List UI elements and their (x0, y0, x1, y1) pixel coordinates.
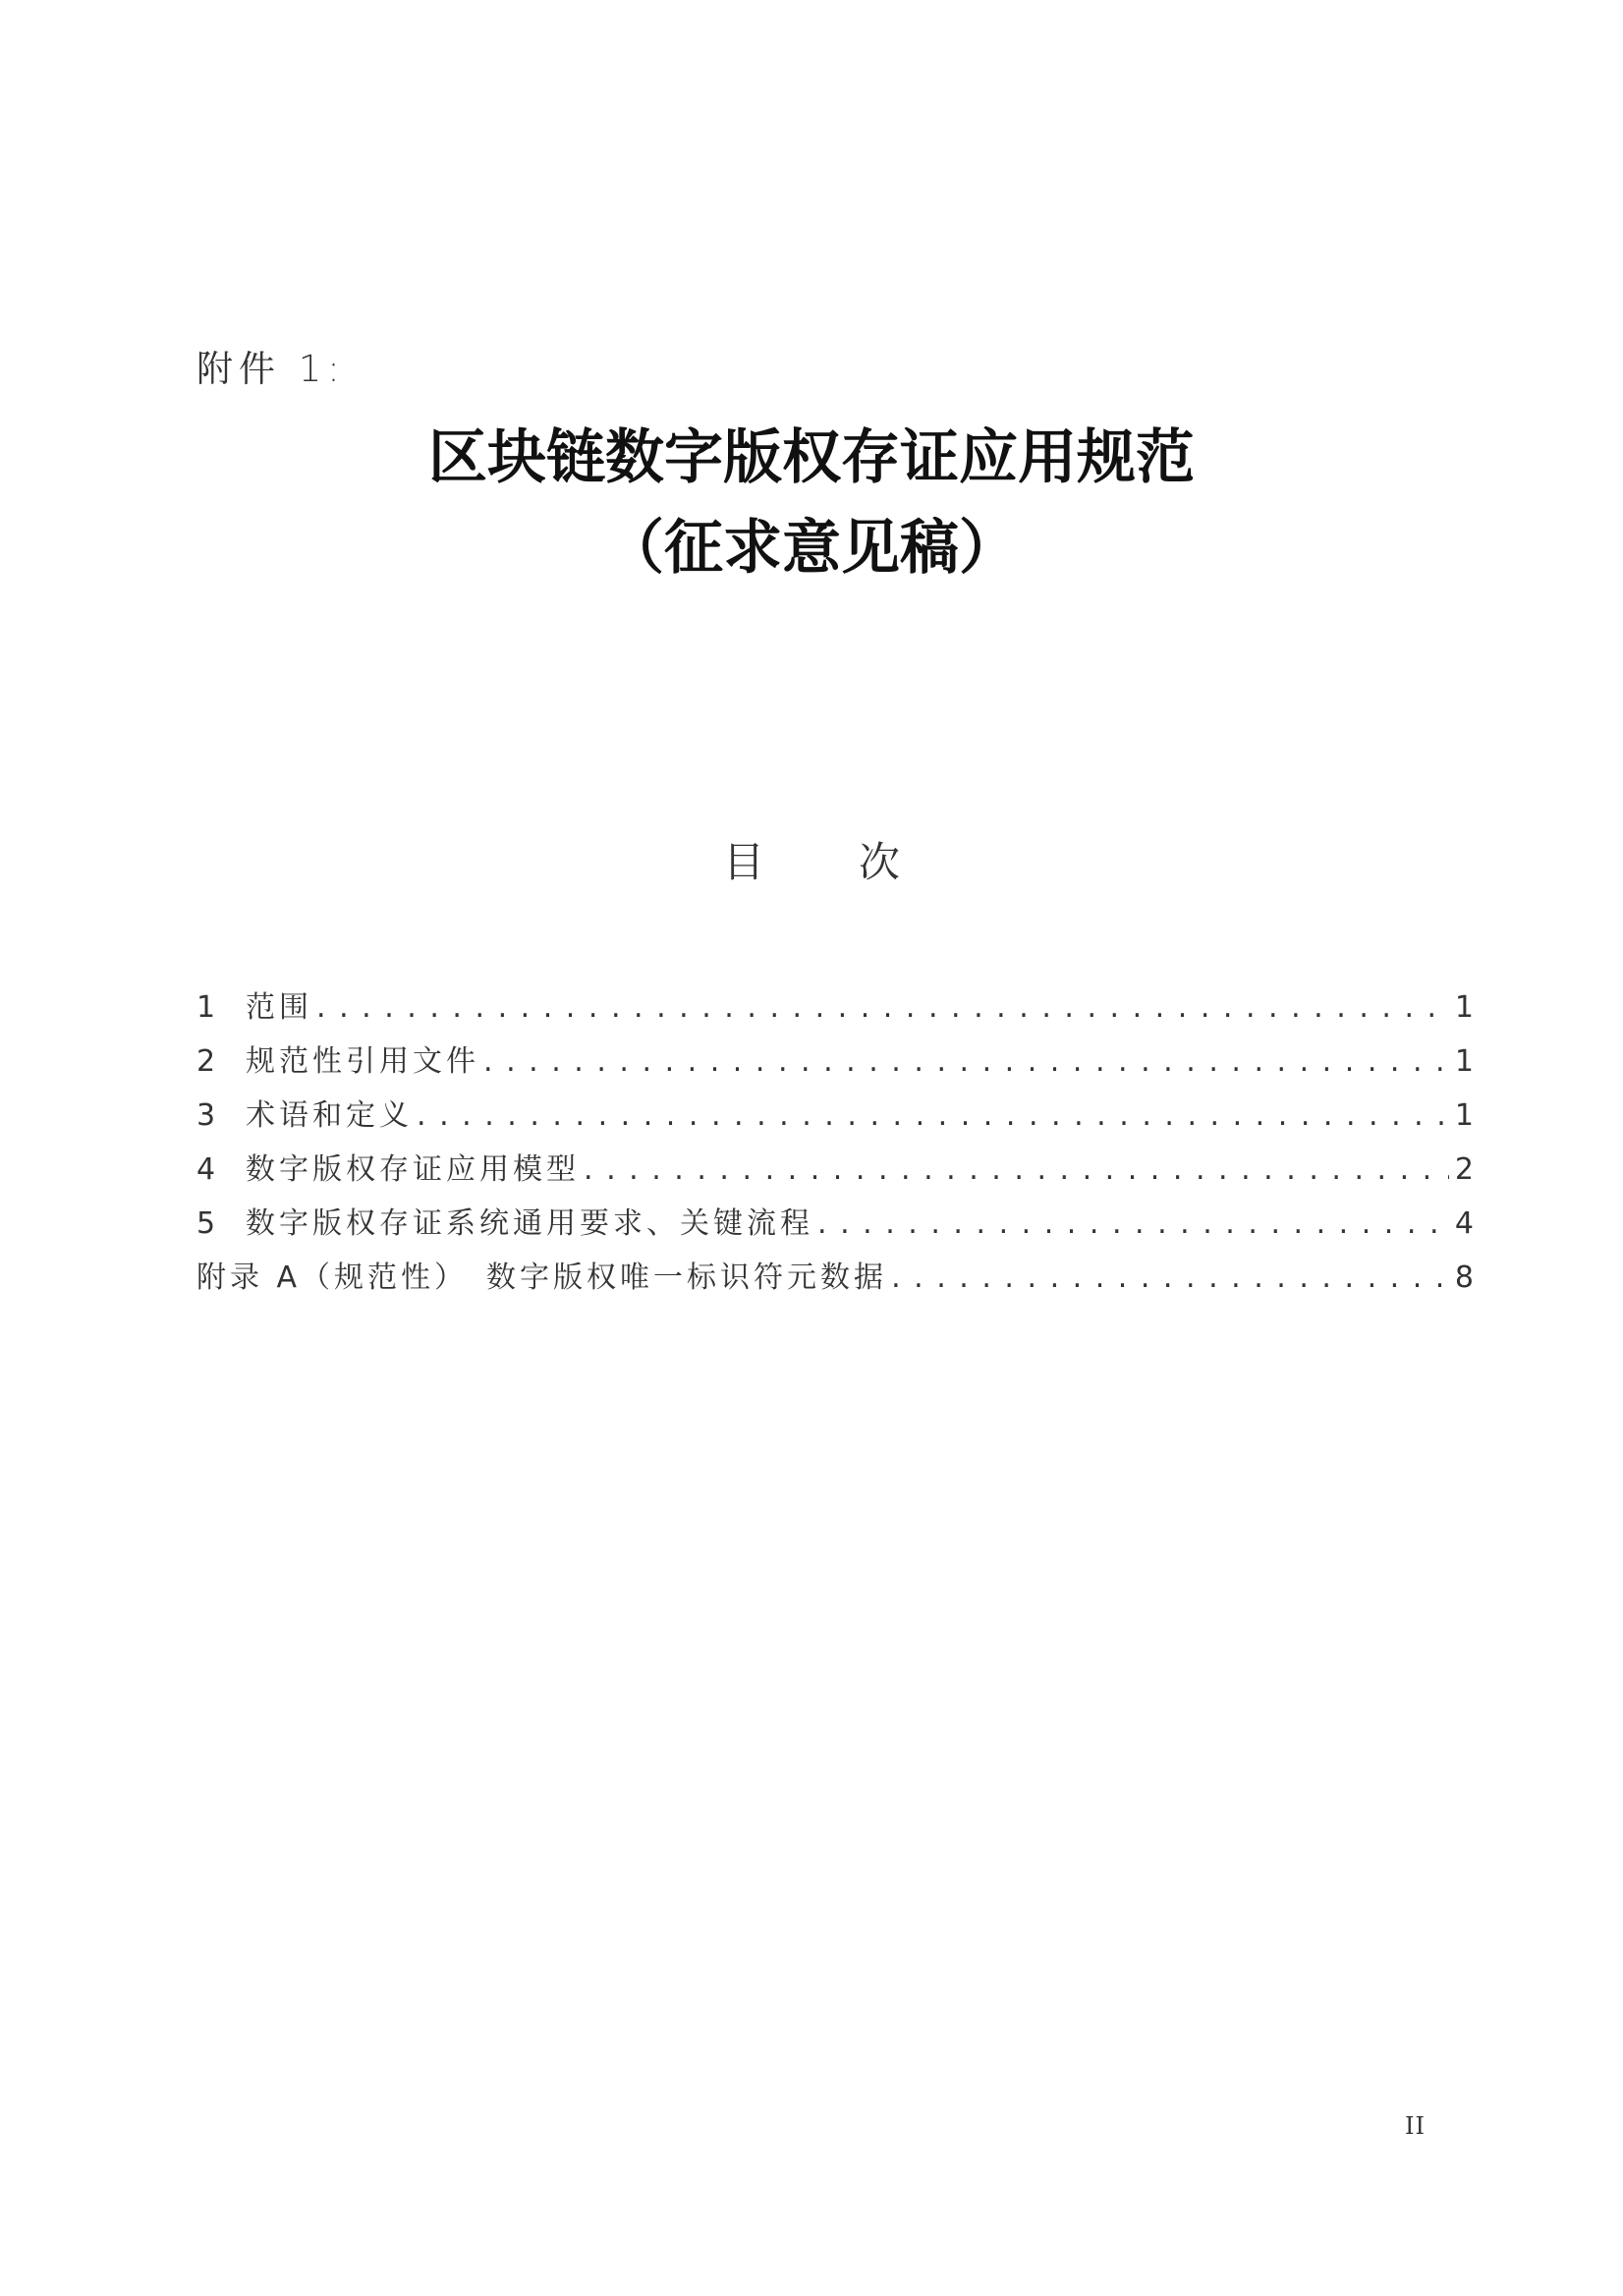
toc-heading-right: 次 (859, 838, 901, 886)
toc-entry-number: 5 (196, 1206, 220, 1241)
document-subtitle: （征求意见稿） (605, 514, 1018, 583)
toc-entry-title: 范围 (246, 990, 312, 1025)
toc-entry-title: 附录 A（规范性） 数字版权唯一标识符元数据 (196, 1260, 888, 1295)
toc-entry-number: 4 (196, 1152, 220, 1187)
toc-entry-number: 3 (196, 1098, 220, 1133)
attachment-label: 附件 1: (196, 348, 346, 390)
toc-entry-page: 1 (1454, 1098, 1474, 1133)
toc-entry[interactable] (196, 1143, 1474, 1197)
toc-entry-page: 4 (1454, 1206, 1474, 1241)
toc-entry[interactable] (196, 1197, 1474, 1251)
toc-heading (0, 835, 1623, 890)
toc-entry-number: 2 (196, 1044, 220, 1079)
toc-entry-page: 8 (1454, 1260, 1474, 1295)
page-number: II (1405, 2112, 1426, 2140)
toc-entry-title: 数字版权存证系统通用要求、关键流程 (246, 1206, 813, 1241)
toc-entry-title: 规范性引用文件 (246, 1044, 479, 1079)
toc-entry-page: 1 (1454, 990, 1474, 1025)
toc-entry-page: 2 (1454, 1152, 1474, 1187)
toc-entry[interactable] (196, 1089, 1474, 1143)
toc-list (196, 980, 1474, 1305)
toc-entry[interactable] (196, 980, 1474, 1035)
toc-heading-left: 目 (722, 838, 764, 886)
toc-leader-dots (817, 1197, 1449, 1251)
document-title: 区块链数字版权存证应用规范 (428, 423, 1195, 492)
toc-entry-title: 术语和定义 (246, 1098, 413, 1133)
toc-entry[interactable] (196, 1035, 1474, 1089)
toc-leader-dots (584, 1143, 1449, 1197)
toc-entry-page: 1 (1454, 1044, 1474, 1079)
toc-leader-dots (483, 1035, 1449, 1089)
toc-leader-dots (891, 1251, 1449, 1305)
toc-entry-number: 1 (196, 990, 220, 1025)
toc-entry-appendix[interactable] (196, 1251, 1474, 1305)
toc-leader-dots (417, 1089, 1449, 1143)
toc-leader-dots (316, 980, 1449, 1035)
toc-entry-title: 数字版权存证应用模型 (246, 1152, 580, 1187)
